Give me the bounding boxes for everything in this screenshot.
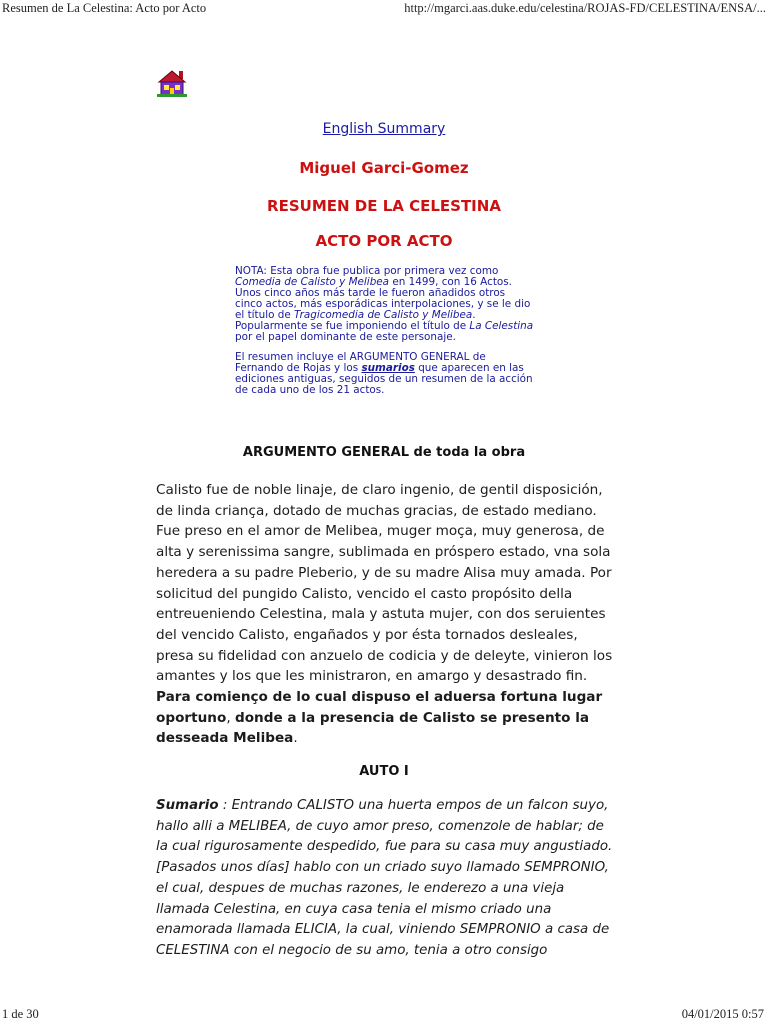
- page-subtitle: ACTO POR ACTO: [315, 232, 453, 250]
- sumarios-link[interactable]: sumarios: [361, 362, 415, 374]
- note-text: por el papel dominante de este personaje.: [235, 331, 456, 343]
- note-text: El resumen incluye el ARGUMENTO GENERAL de Fernando de Rojas y los: [235, 351, 486, 374]
- note-italic-title: Comedia de Calisto y Melibea: [235, 276, 390, 288]
- house-icon[interactable]: [157, 68, 187, 98]
- note-italic-title: La Celestina: [469, 320, 534, 332]
- argumento-bold-text: Para comienço de lo cual dispuso el aduersa fortuna lugar oportuno: [156, 689, 603, 726]
- english-summary-link[interactable]: English Summary: [322, 121, 446, 137]
- sumario-colon: :: [218, 798, 232, 813]
- note-text: NOTA: Esta obra fue publica por primera vez como: [235, 265, 499, 277]
- page-title: RESUMEN DE LA CELESTINA: [267, 197, 501, 215]
- argumento-end: .: [293, 730, 298, 747]
- print-url: http://mgarci.aas.duke.edu/celestina/ROJAS-FD/CELESTINA/ENSA/...: [404, 1, 766, 15]
- argumento-paragraph: [156, 480, 616, 749]
- print-page-title: Resumen de La Celestina: Acto por Acto: [2, 1, 207, 15]
- print-footer: [0, 1006, 768, 1024]
- auto-i-text: Entrando CALISTO una huerta empos de un falcon suyo, hallo alli a MELIBEA, de cuyo amor preso, comenzole de hablar; de la cual rigurosamente despedido, fue para su casa muy angustiado. [Pasados unos días] hablo con un criado suyo llamado SEMPRONIO, el cual, despues de muchas razones, le enderezo a una vieja llamada Celestina, en cuya casa tenia el mismo criado una enamorada llamada ELICIA, la cual, viniendo SEMPRONIO a casa de CELESTINA con el negocio de su amo, tenia a otro consigo: [156, 798, 613, 958]
- note-text: en 1499, con 16 Actos. Unos cinco años más tarde le fueron añadidos otros cinco actos, más esporádicas interpolaciones, y se le dio el título de: [235, 276, 531, 321]
- auto-i-paragraph: [156, 796, 616, 962]
- note-italic-title: Tragicomedia de Calisto y Melibea: [294, 309, 473, 321]
- note-text: que aparecen en las ediciones antiguas, seguidos de un resumen de la acción de cada uno de los 21 actos.: [235, 362, 533, 396]
- argumento-heading: ARGUMENTO GENERAL de toda la obra: [242, 445, 526, 460]
- print-timestamp: 04/01/2015 0:57: [681, 1007, 764, 1021]
- editorial-note: [235, 266, 535, 343]
- note-text: . Popularmente se fue imponiendo el título de: [235, 309, 476, 332]
- argumento-separator: ,: [226, 709, 235, 726]
- auto-i-heading: AUTO I: [359, 764, 409, 779]
- print-header: [0, 0, 768, 18]
- argumento-text: Calisto fue de noble linaje, de claro ingenio, de gentil disposición, de linda criança, dotado de muchas gracias, de estado mediano. Fue preso en el amor de Melibea, muger moça, muy generosa, de alta y serenissima sangre, sublimada en próspero estado, vna sola heredera a su padre Pleberio, y de su madre Alisa muy amada. Por solicitud del pungido Calisto, vencido el casto propósito della entreueniendo Celestina, mala y astuta mujer, con dos seruientes del vencido Calisto, engañados y por ésta tornados desleales, presa su fidelidad con anzuelo de codicia y de deleyte, vinieron los amantes y los que les ministraron, en amargo y desastrado fin.: [156, 482, 613, 685]
- sumario-label: Sumario: [156, 798, 219, 813]
- page-count: 1 de 30: [2, 1007, 39, 1021]
- argumento-bold-text: donde a la presencia de Calisto se presento la desseada Melibea: [156, 709, 590, 747]
- author-name: Miguel Garci-Gomez: [299, 159, 469, 177]
- summary-note: [235, 352, 535, 396]
